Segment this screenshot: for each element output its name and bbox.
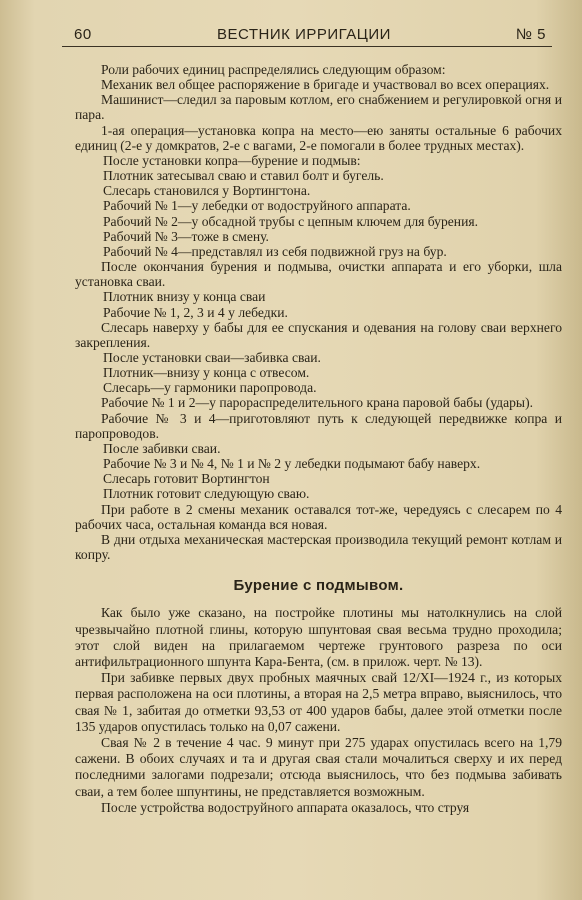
- section-heading: Бурение с подмывом.: [233, 577, 404, 595]
- paragraph: Плотник затесывал сваю и ставил болт и бугель.: [103, 168, 384, 184]
- paragraph: Рабочий № 3—тоже в смену.: [103, 228, 269, 244]
- paragraph: Рабочие № 1 и 2—у парораспределительного крана паровой бабы (удары).: [101, 395, 533, 411]
- paragraph: Рабочие № 3 и 4—приготовляют путь к следующей передвижке копра и паропроводов.: [75, 410, 562, 441]
- paragraph: Механик вел общее распоряжение в бригаде и участвовал во всех операциях.: [101, 77, 550, 93]
- section-drilling: [75, 605, 562, 816]
- paragraph: При забивке первых двух пробных маячных свай 12/XI—1924 г., из которых первая расположена на оси плотины, а вторая на 2,5 метра вправо, выяснилось, что свая № 1, забитая до отметки 93,53 от 400 ударов бабы, далее этой отметки после 135 ударов опустилась только на 0,07 сажени.: [75, 670, 562, 734]
- paragraph: Свая № 2 в течение 4 час. 9 минут при 275 ударах опустилась всего на 1,79 сажени. В обоих случаях и та и другая свая стали мочалиться сверху и их перед последними залогами подрезали; отсюда выяснилось, что без подмыва забивать сваи, а тем более шпунтины, не представляется возможным.: [75, 734, 562, 799]
- section-work-roles: [75, 62, 562, 562]
- running-header: [62, 26, 546, 46]
- page-number: 60: [74, 26, 92, 43]
- paragraph: Роли рабочих единиц распределялись следующим образом:: [101, 62, 446, 77]
- paragraph: В дни отдыха механическая мастерская производила текущий ремонт котлам и копру.: [75, 531, 562, 562]
- paragraph: Как было уже сказано, на постройке плотины мы натолкнулись на слой чрезвычайно плотной глины, которую шпунтовая свая весьма трудно проходила; этот слой виден на прилагаемом чертеже грунтового разреза по оси антифильтрационного шпунта Кара-Бента, (см. в прилож. черт. № 13).: [75, 605, 562, 669]
- paragraph: Плотник—внизу у конца с отвесом.: [103, 365, 310, 381]
- article-body: [75, 62, 562, 816]
- paragraph: После забивки сваи.: [103, 440, 221, 456]
- paragraph: Слесарь становился у Вортингтона.: [103, 183, 311, 199]
- paragraph: Слесарь—у гармоники паропровода.: [103, 380, 317, 396]
- paragraph: После устройства водоструйного аппарата оказалось, что струя: [101, 799, 470, 815]
- paragraph: После окончания бурения и подмыва, очистки аппарата и его уборки, шла установка сваи.: [75, 259, 562, 290]
- paragraph: 1-ая операция—установка копра на место—ею заняты остальные 6 рабочих единиц (2-е у домкратов, 2-е с вагами, 2-е помогали в более трудных местах).: [75, 122, 562, 153]
- journal-title: ВЕСТНИК ИРРИГАЦИИ: [217, 26, 391, 43]
- header-rule: [62, 46, 552, 47]
- paragraph: При работе в 2 смены механик оставался тот-же, чередуясь с слесарем по 4 рабочих часа, остальная команда вся новая.: [75, 501, 562, 532]
- paragraph: Рабочий № 4—представлял из себя подвижной груз на бур.: [103, 243, 447, 259]
- paragraph: Машинист—следил за паровым котлом, его снабжением и регулировкой огня и пара.: [75, 92, 562, 123]
- paragraph: Слесарь готовит Вортингтон: [103, 471, 270, 487]
- paragraph: Слесарь наверху у бабы для ее спускания и одевания на голову сваи верхнего закрепления.: [75, 319, 562, 350]
- paragraph: Рабочий № 2—у обсадной трубы с цепным ключем для бурения.: [103, 213, 478, 229]
- paragraph: После установки копра—бурение и подмыв:: [103, 152, 361, 168]
- paragraph: Рабочий № 1—у лебедки от водоструйного аппарата.: [103, 198, 411, 214]
- paragraph: Рабочие № 3 и № 4, № 1 и № 2 у лебедки подымают бабу наверх.: [103, 456, 481, 472]
- paragraph: Плотник внизу у конца сваи: [103, 289, 266, 305]
- issue-number: № 5: [515, 26, 546, 43]
- paragraph: После установки сваи—забивка сваи.: [103, 349, 321, 365]
- paragraph: Плотник готовит следующую сваю.: [103, 486, 310, 502]
- paragraph: Рабочие № 1, 2, 3 и 4 у лебедки.: [103, 304, 288, 320]
